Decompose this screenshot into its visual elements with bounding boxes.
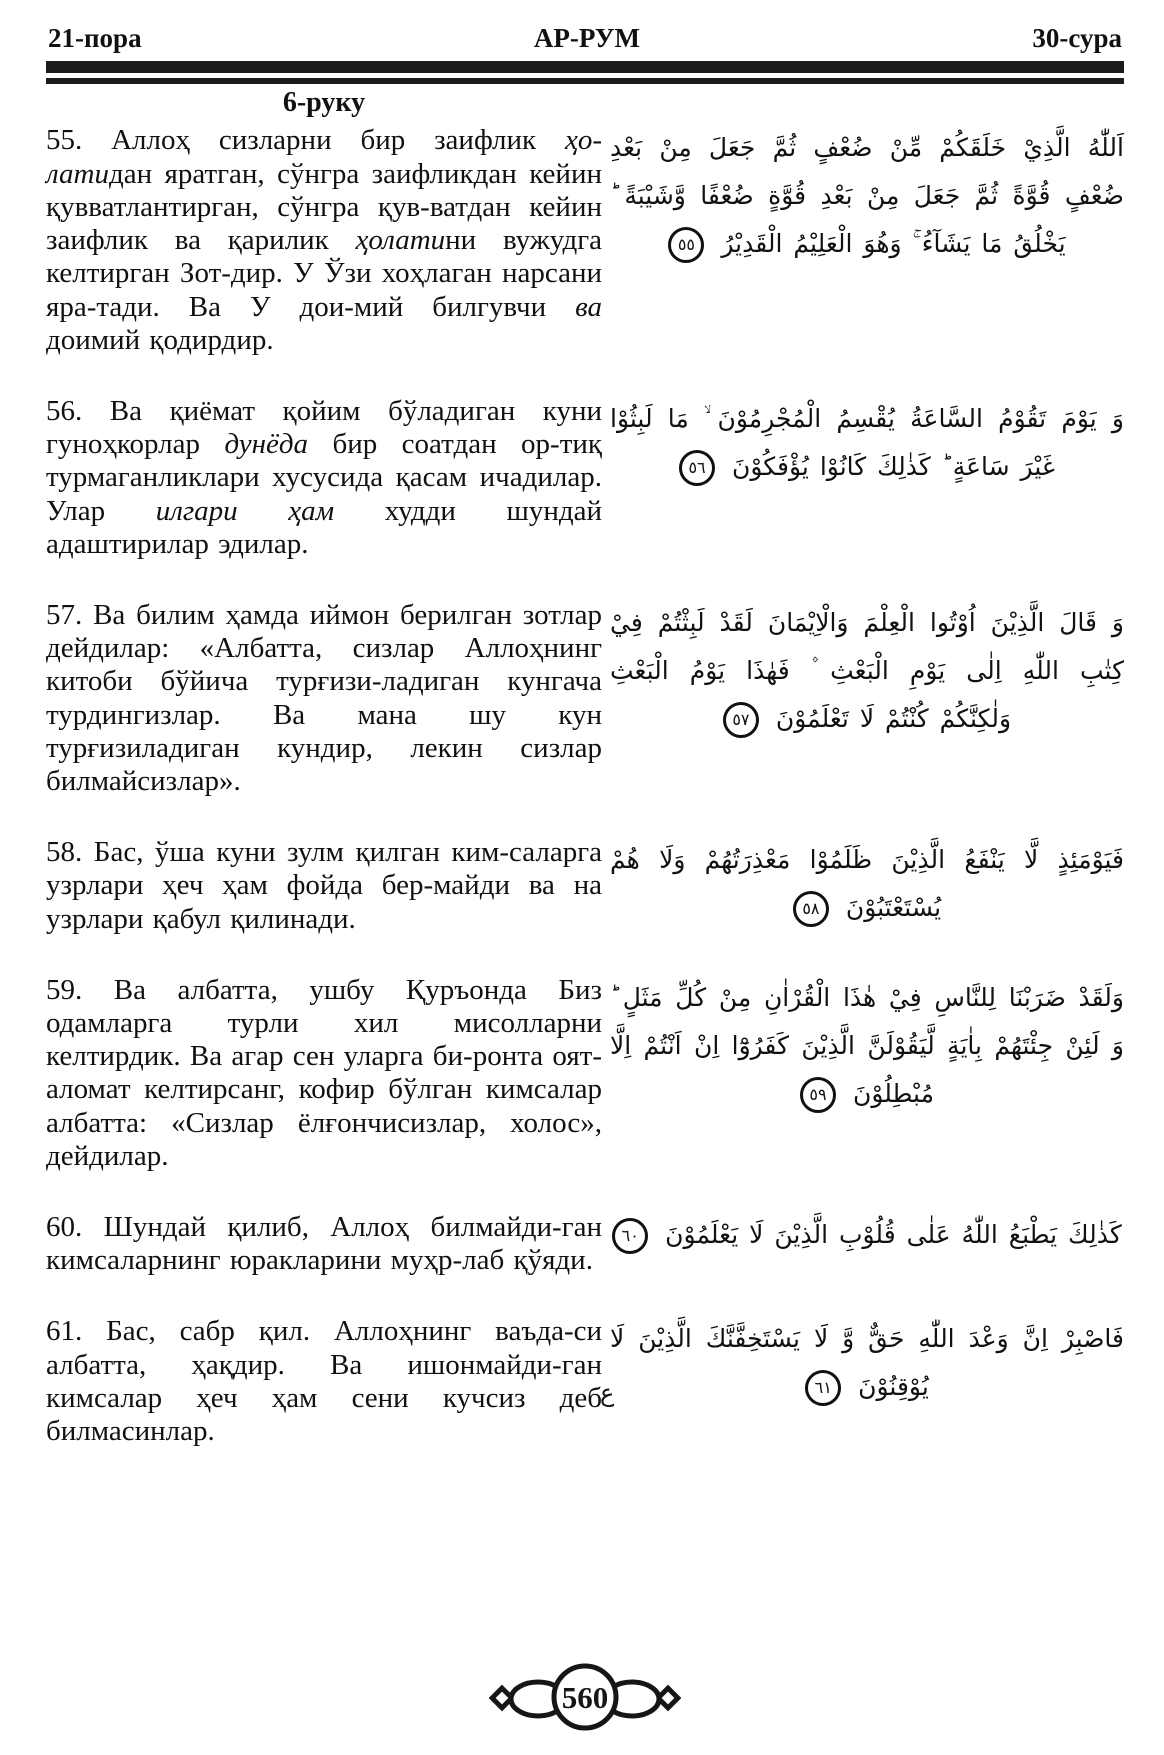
verses-list <box>46 124 1124 1448</box>
verse-number-badge: ٥٦ <box>679 450 715 486</box>
ruku-section-title: 6-руку <box>282 86 366 118</box>
uzbek-italic-run: ва <box>575 290 602 323</box>
verse-arabic-text <box>610 974 1124 1118</box>
uzbek-text-run: бир соатдан ор-тиқ турмаганликлари хусусида қасам ичадилар. Улар <box>46 428 602 527</box>
header-surah-number: 30-сура <box>1032 23 1122 53</box>
uzbek-text-run: 60. Шундай қилиб, Аллоҳ билмайди-ган кимсаларнинг юракларини муҳр-лаб қўяди. <box>46 1210 602 1277</box>
verse-number-badge: ٦١ <box>805 1370 841 1406</box>
verse-uzbek-text <box>46 1211 602 1277</box>
uzbek-text-run: 55. Аллоҳ сизларни бир заифлик <box>46 124 565 157</box>
verse-number-badge: ٥٩ <box>800 1077 836 1113</box>
ruku-ain-marker: ع <box>600 1379 615 1408</box>
header-surah-name: АР-РУМ <box>533 23 641 53</box>
arabic-ayah-text: فَاصْبِرْ اِنَّ وَعْدَ اللّٰهِ حَقٌّ وَّ لَا يَسْتَخِفَّنَّكَ الَّذِيْنَ لَا يُوْقِنُوْنَ <box>610 1324 1124 1402</box>
verse-uzbek-text <box>46 124 602 356</box>
verse-uzbek-text <box>46 1315 602 1448</box>
uzbek-italic-run: илгари ҳам <box>155 494 335 527</box>
arabic-ayah-text: وَ يَوْمَ تَقُوْمُ السَّاعَةُ يُقْسِمُ الْمُجْرِمُوْنَ ۙ مَا لَبِثُوْا غَيْرَ سَاعَةٍ ؕ كَذٰلِكَ كَانُوْا يُؤْفَكُوْنَ <box>610 403 1124 481</box>
verse-row <box>46 395 1124 561</box>
arabic-ayah-text: وَلَقَدْ ضَرَبْنَا لِلنَّاسِ فِيْ هٰذَا الْقُرْاٰنِ مِنْ كُلِّ مَثَلٍ ؕ وَ لَئِنْ جِئْتَهُمْ بِاٰيَةٍ لَّيَقُوْلَنَّ الَّذِيْنَ كَفَرُوْٓا اِنْ اَنْتُمْ اِلَّا مُبْطِلُوْنَ <box>610 982 1124 1108</box>
arabic-ayah-text: اَللّٰهُ الَّذِيْ خَلَقَكُمْ مِّنْ ضُعْفٍ ثُمَّ جَعَلَ مِنْ بَعْدِ ضُعْفٍ قُوَّةً ثُمَّ جَعَلَ مِنْ بَعْدِ قُوَّةٍ ضُعْفًا وَّشَيْبَةً ؕ يَخْلُقُ مَا يَشَآءُ ۚ وَهُوَ الْعَلِيْمُ الْقَدِيْرُ <box>610 133 1124 259</box>
uzbek-text-run: худди шундай адаштирилар эдилар. <box>46 494 602 560</box>
verse-uzbek-text <box>46 836 602 936</box>
uzbek-italic-run: ҳо-лати <box>46 124 602 190</box>
arabic-ayah-text: وَ قَالَ الَّذِيْنَ اُوْتُوا الْعِلْمَ وَالْاِيْمَانَ لَقَدْ لَبِثْتُمْ فِيْ كِتٰبِ اللّٰهِ اِلٰى يَوْمِ الْبَعْثِ ۫ فَهٰذَا يَوْمُ الْبَعْثِ وَلٰكِنَّكُمْ كُنْتُمْ لَا تَعْلَمُوْنَ <box>610 607 1124 733</box>
uzbek-text-run: доимий қодирдир. <box>46 323 274 356</box>
verse-row <box>46 599 1124 798</box>
verse-arabic-text <box>600 1315 1124 1411</box>
verse-number-badge: ٦٠ <box>612 1218 648 1254</box>
arabic-ayah-text: فَيَوْمَئِذٍ لَّا يَنْفَعُ الَّذِيْنَ ظَلَمُوْا مَعْذِرَتُهُمْ وَلَا هُمْ يُسْتَعْتَبُوْنَ <box>610 845 1124 923</box>
verse-arabic-text <box>610 395 1124 491</box>
page-footer <box>46 1659 1124 1741</box>
verse-number-badge: ٥٨ <box>793 891 829 927</box>
verse-uzbek-text <box>46 974 602 1173</box>
uzbek-text-run: 61. Бас, сабр қил. Аллоҳнинг ваъда-си албатта, ҳақдир. Ва ишонмайди-ган кимсалар ҳеч ҳам сени кучсиз деб билмасинлар. <box>46 1315 602 1447</box>
verse-row <box>46 974 1124 1173</box>
verse-number-badge: ٥٧ <box>723 702 759 738</box>
uzbek-text-run: дан яратган, сўнгра заифликдан кейин қувватлантирган, сўнгра қув-ватдан кейин заифлик ва қарилик <box>46 157 602 257</box>
header-divider-rule <box>46 61 1124 84</box>
page-number: 560 <box>561 1680 609 1715</box>
verse-row <box>46 1315 1124 1448</box>
verse-arabic-text <box>610 1211 1124 1259</box>
uzbek-text-run: ни вужудга келтирган Зот-дир. У Ўзи хоҳлаган нарсани яра-тади. Ва У дои-мий билгувчи <box>46 224 602 323</box>
uzbek-text-run: 57. Ва билим ҳамда иймон берилган зотлар дейдилар: «Албатта, сизлар Аллоҳнинг китоби бўйича турғизи-ладиган кунгача турдингизлар. Ва мана шу кун турғизиладиган кундир, лекин сизлар билмайсизлар». <box>46 598 602 797</box>
verse-number-badge: ٥٥ <box>668 227 704 263</box>
verse-uzbek-text <box>46 599 602 798</box>
verse-arabic-text <box>610 836 1124 932</box>
uzbek-text-run: 56. Ва қиёмат қойим бўладиган куни гуноҳкорлар <box>46 394 602 461</box>
uzbek-italic-run: ҳолати <box>355 224 446 257</box>
verse-row <box>46 124 1124 356</box>
header-juz-label: 21-пора <box>48 23 142 53</box>
verse-arabic-text <box>610 599 1124 743</box>
verse-uzbek-text <box>46 395 602 561</box>
verse-row <box>46 836 1124 936</box>
arabic-ayah-text: كَذٰلِكَ يَطْبَعُ اللّٰهُ عَلٰى قُلُوْبِ الَّذِيْنَ لَا يَعْلَمُوْنَ <box>654 1219 1122 1249</box>
uzbek-text-run: 59. Ва албатта, ушбу Қуръонда Биз одамларга турли хил мисолларни келтирдик. Ва агар сен уларга би-ронта оят-аломат келтирсанг, кофир бўлган кимсалар албатта: «Сизлар ёлғончисизлар, холос», дейдилар. <box>46 973 602 1172</box>
page-header <box>46 24 1124 54</box>
uzbek-text-run: 58. Бас, ўша куни зулм қилган ким-саларга узрлари ҳеч ҳам фойда бер-майди ва на узрлари қабул қилинади. <box>46 836 602 935</box>
uzbek-italic-run: дунёда <box>224 428 309 461</box>
verse-arabic-text <box>610 124 1124 268</box>
page-number-ornament <box>489 1659 681 1735</box>
verse-row <box>46 1211 1124 1277</box>
